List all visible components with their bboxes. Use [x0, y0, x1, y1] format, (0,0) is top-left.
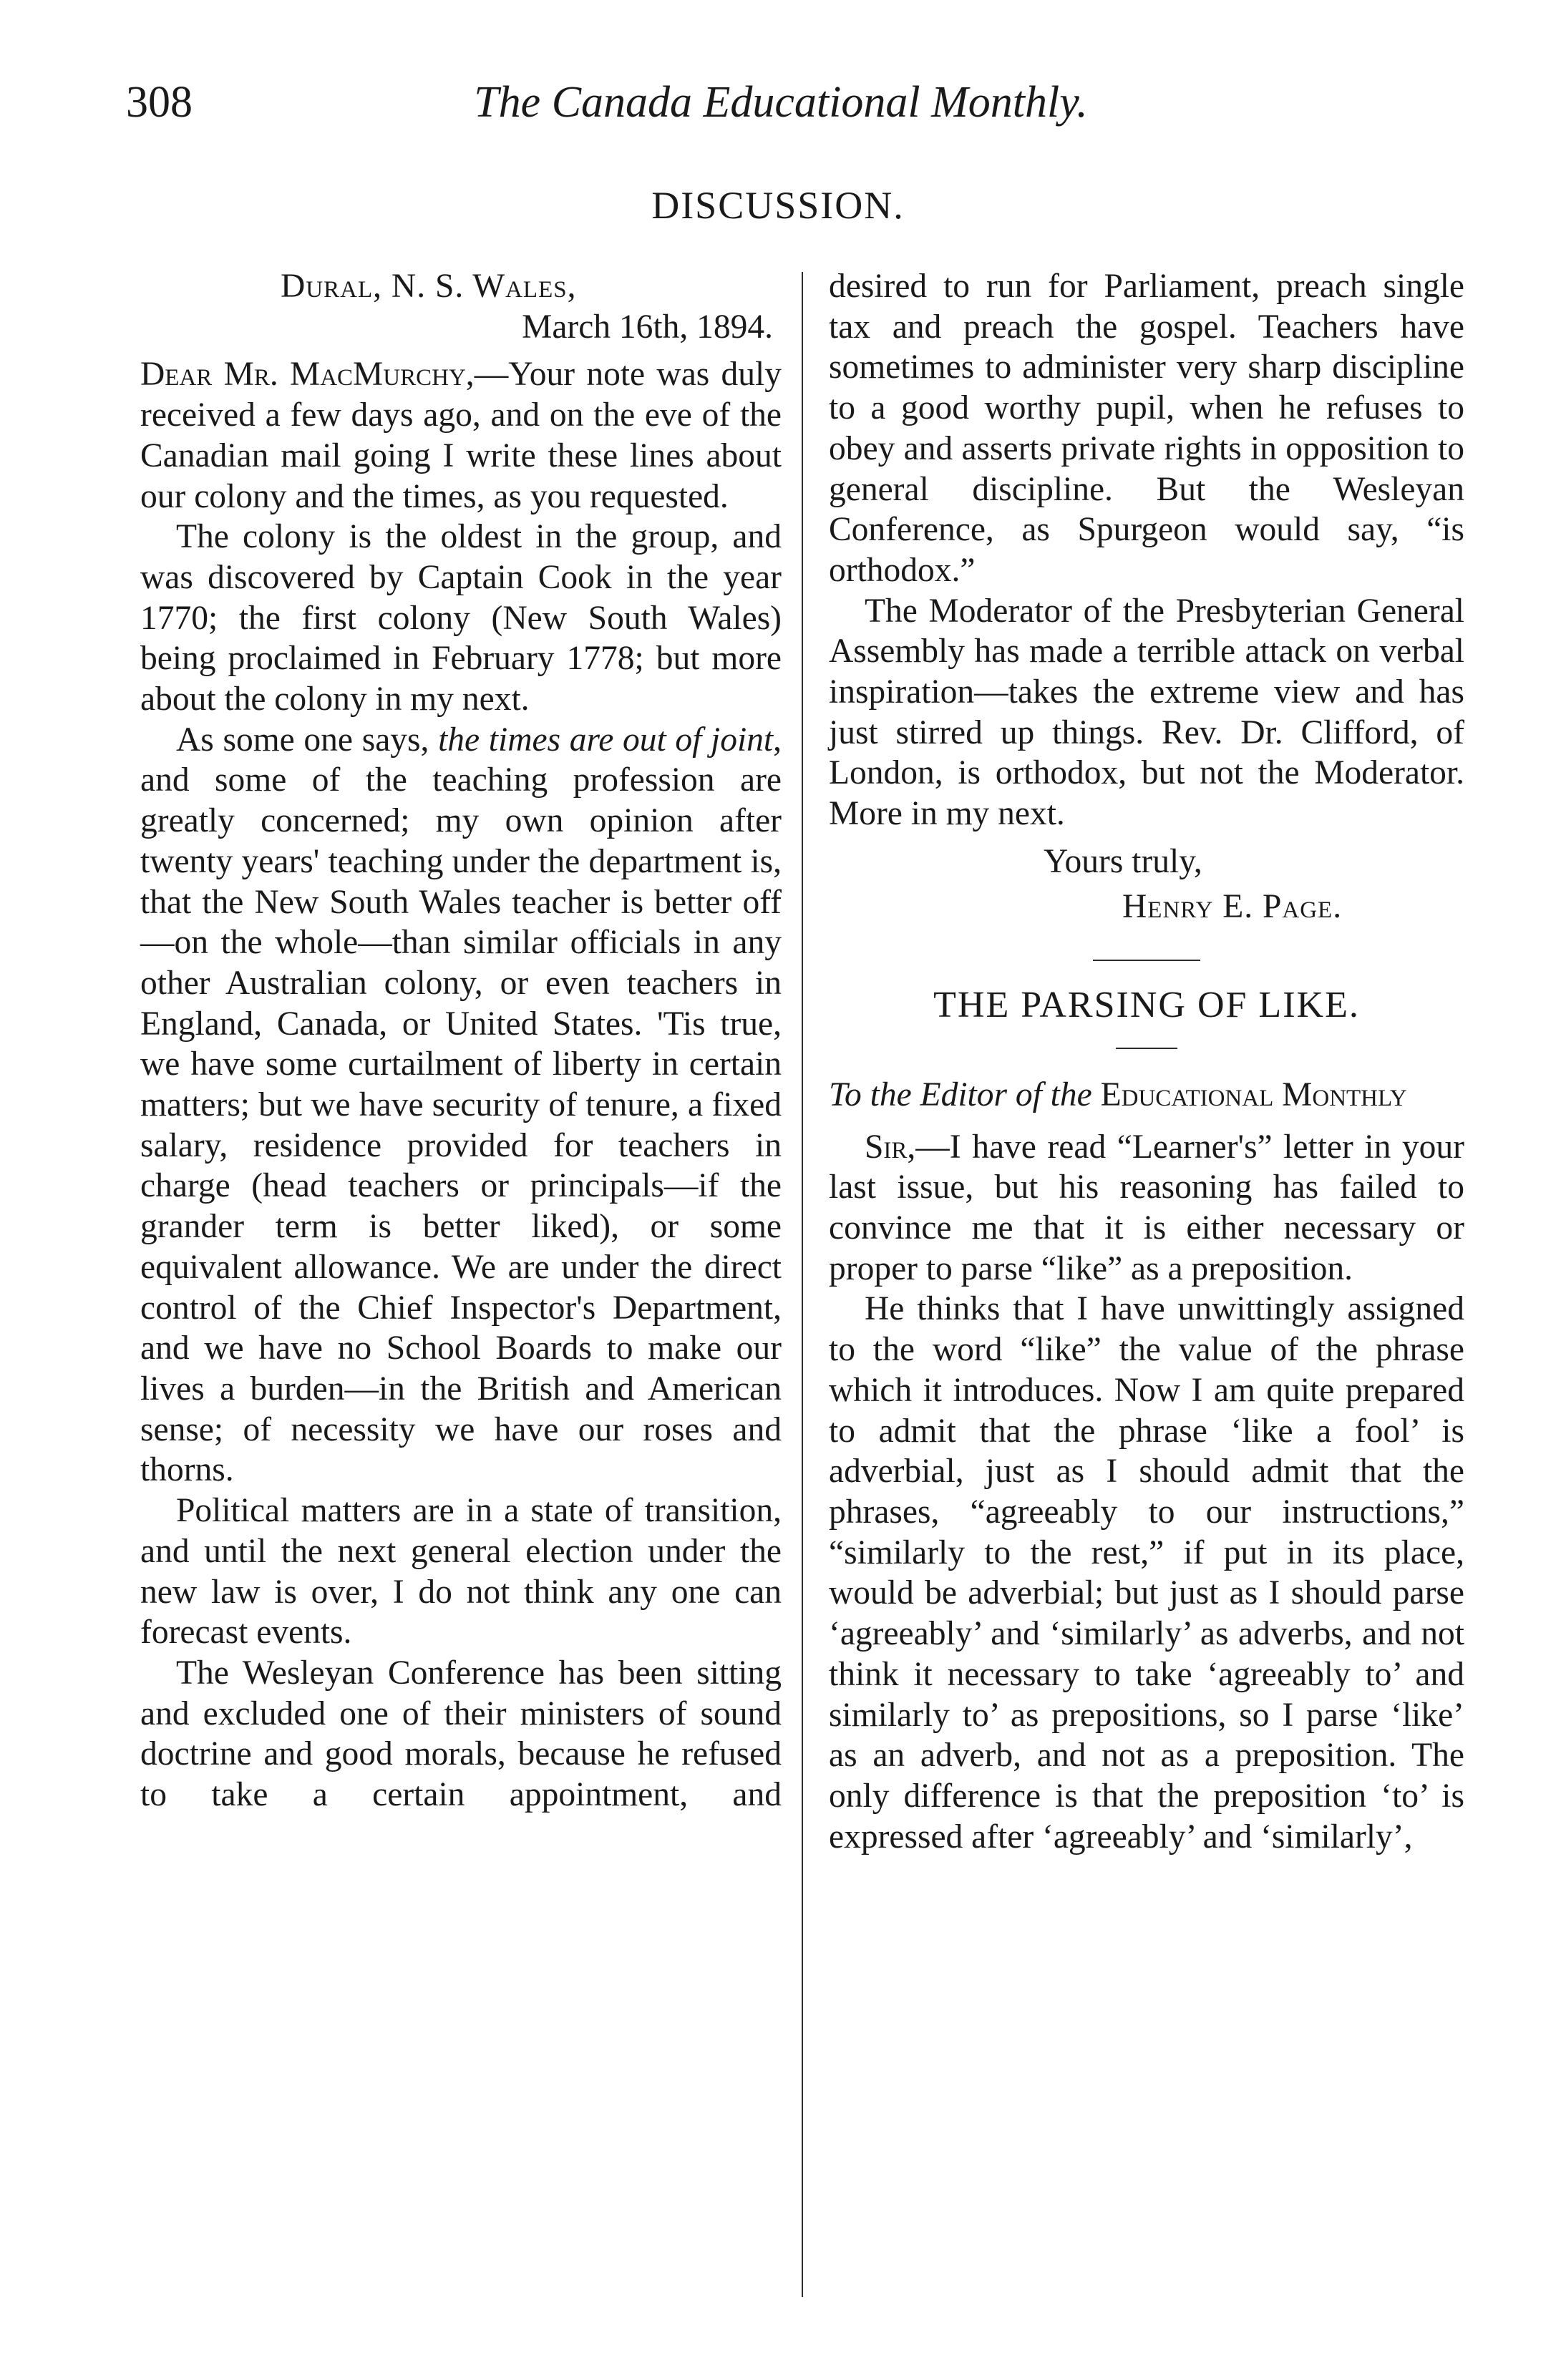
sir-salutation: Sir, — [865, 1128, 916, 1166]
letter-paragraph-moderator: The Moderator of the Presbyterian General Assembly has made a terrible attack on verbal inspiration—takes the extreme view and has just stirred up things. Rev. Dr. Clifford, of London, is orthodox, but not the Moderator. More in my next. — [829, 592, 1464, 833]
letter-date: March 16th, 1894. — [522, 308, 773, 346]
page-number: 308 — [126, 78, 193, 127]
salutation-text: —Your note was duly received a few days ago, and on the eve of the Canadian mail going I write these lines about our colony and the times, as you requested. — [140, 356, 782, 515]
times-lead: As some one says, — [176, 721, 439, 759]
section-title: DISCUSSION. — [651, 184, 905, 227]
letter-place: Dural, N. S. Wales, — [281, 268, 577, 305]
section-rule — [1093, 960, 1200, 961]
spacer — [829, 1116, 1464, 1127]
editor-address — [829, 1075, 1464, 1116]
times-body: , and some of the teaching profession are greatly concerned; my own opinion after twenty years' teaching under the department is, that the New South Wales teacher is better off—on the whole—than similar officials in any other Australian colony, or even teachers in England, Canada, or United States. 'Tis true, we have some curtailment of liberty in certain matters; but we have security of tenure, a fixed salary, residence provided for teachers in charge (head teachers or principals—if the grander term is better liked), or some equivalent allowance. We are under the direct control of the Chief Inspector's Department, and we have no School Boards to make our lives a burden—in the British and American sense; of necessity we have our roses and thorns. — [140, 721, 782, 1489]
salutation-name: Dear Mr. MacMurchy, — [140, 356, 475, 394]
journal-title: The Canada Educational Monthly. — [474, 78, 1088, 127]
times-quote: the times are out of joint — [438, 721, 774, 759]
editor-address-italic: To the Editor of the — [829, 1076, 1092, 1113]
letter-paragraph-wesleyan-cont: desired to run for Parliament, preach single tax and preach the gospel. Teachers have sometimes to administer very sharp discipline to a good worthy pupil, when he refuses to obey and asserts private rights in opposition to general discipline. But the Wesleyan Conference, as Spurgeon would say, “is orthodox.” — [829, 268, 1464, 589]
column-divider — [802, 272, 803, 2297]
letter-closing: Yours truly, — [1044, 842, 1202, 880]
sir-text: —I have read “Learner's” letter in your last issue, but his reasoning has failed to convince me that it is either necessary or proper to parse “like” as a preposition. — [829, 1128, 1464, 1287]
title-rule — [1116, 1048, 1177, 1049]
salutation-paragraph — [140, 354, 782, 517]
letter-paragraph-wesleyan-start: The Wesleyan Conference has been sitting and excluded one of their ministers of sound doctrine and good morals, because he refused to take a certain appointment, and — [140, 1654, 782, 1814]
letter-signature: Henry E. Page. — [1122, 887, 1343, 925]
right-column — [829, 266, 1464, 1857]
letter-paragraph-politics: Political matters are in a state of transition, and until the next general election under the new law is over, I do not think any one can forecast events. — [140, 1492, 782, 1652]
article-paragraph-argument: He thinks that I have unwittingly assigned to the word “like” the value of the phrase which it introduces. Now I am quite prepared to admit that the phrase ‘like a fool’ is adverbial, just as I should admit that the phrases, “agreeably to our instructions,” “similarly to the rest,” if put in its place, would be adverbial; but just as I should parse ‘agreeably’ and ‘similarly’ as adverbs, and not think it necessary to take ‘agreeably to’ and similarly to’ as prepositions, so I parse ‘like’ as an adverb, and not as a preposition. The only difference is that the preposition ‘to’ is expressed after ‘agreeably’ and ‘similarly’, — [829, 1290, 1464, 1855]
running-head — [126, 77, 1436, 135]
editor-address-journal: Educational Monthly — [1100, 1076, 1407, 1113]
article-title: THE PARSING OF LIKE. — [933, 985, 1360, 1026]
article-paragraph-sir — [829, 1127, 1464, 1289]
letter-paragraph-colony: The colony is the oldest in the group, and was discovered by Captain Cook in the year 1770; the first colony (New South Wales) being proclaimed in February 1778; but more about the colony in my next. — [140, 518, 782, 718]
letter-paragraph-times — [140, 720, 782, 1491]
left-column — [140, 266, 782, 1815]
